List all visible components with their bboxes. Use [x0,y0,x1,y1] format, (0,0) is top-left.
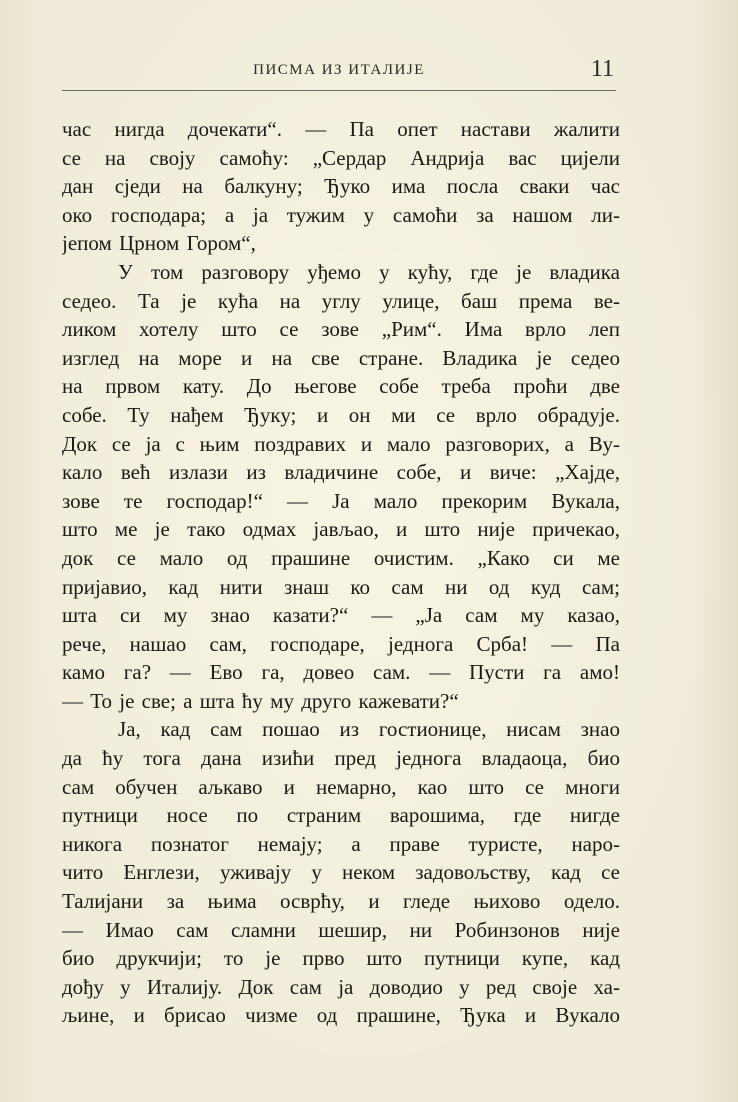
text-line: зове те господар!“ — Ја мало прекорим Вукала, [62,488,620,513]
body-text [62,115,620,1030]
text-line: сам обучен аљкаво и немарно, као што се многи [62,774,620,799]
page-number: 11 [590,56,614,82]
text-line: Ја, кад сам пошао из гостионице, нисам знао [118,717,620,742]
text-line: Док се ја с њим поздравих и мало разговорих, а Ву- [62,431,620,456]
text-line: путници носе по страним варошима, где нигде [62,803,620,828]
text-line: час нигда дочекати“. — Па опет настави жалити [62,117,620,141]
text-line: на првом кату. До његове собе треба проћи две [62,374,620,399]
text-line: љине, и брисао чизме од прашине, Ђука и Вукало [62,1003,620,1028]
text-line: никога познатог немају; а праве туристе, наро- [62,831,620,856]
text-line: дођу у Италију. Док сам ја доводио у ред своје ха- [62,974,620,999]
text-line: око господара; а ја тужим у самоћи за нашом ли- [62,202,620,227]
text-line: да ћу тога дана изићи пред једнога владаоца, био [62,746,620,771]
text-line: док се мало од прашине очистим. „Како си ме [62,545,620,570]
text-line: пријавио, кад нити знаш ко сам ни од куд сам; [62,574,620,599]
text-line: седео. Та је кућа на углу улице, баш према ве- [62,288,620,313]
text-line: У том разговору уђемо у кућу, где је владика [118,259,620,284]
text-line: изглед на море и на све стране. Владика је седео [62,345,620,370]
text-line: јепом Црном Гором“, [62,231,256,256]
text-line: се на своју самоћу: „Сердар Андрија вас цијели [62,145,620,170]
text-line: Талијани за њима осврћу, и гледе њихово одело. [62,889,620,914]
text-line: што ме је тако одмах јављао, и што није причекао, [62,517,620,542]
text-line: шта си му знао казати?“ — „Ја сам му казао, [62,603,620,628]
text-line: кало већ излази из владичине собе, и виче: „Хајде, [62,460,620,485]
text-line: — То је све; а шта ћу му друго кажевати?“ [62,688,459,713]
running-title: ПИСМА ИЗ ИТАЛИЈЕ [253,62,425,78]
text-line: собе. Ту нађем Ђуку; и он ми се врло обрадује. [62,402,620,427]
page-header [62,56,616,88]
text-line: био друкчији; то је прво што путници купе, кад [62,946,620,971]
text-line: камо га? — Ево га, довео сам. — Пусти га амо! [62,660,620,685]
text-line: ликом хотелу што се зове „Рим“. Има врло леп [62,317,620,342]
text-line: дан сједи на балкуну; Ђуко има посла сваки час [62,174,620,199]
text-line: чито Енглези, уживају у неком задовољству, кад се [62,860,620,885]
text-line: — Имао сам сламни шешир, ни Робинзонов није [62,917,620,942]
text-line: рече, нашао сам, господаре, једнога Срба! — Па [62,631,620,656]
header-rule [62,90,616,91]
